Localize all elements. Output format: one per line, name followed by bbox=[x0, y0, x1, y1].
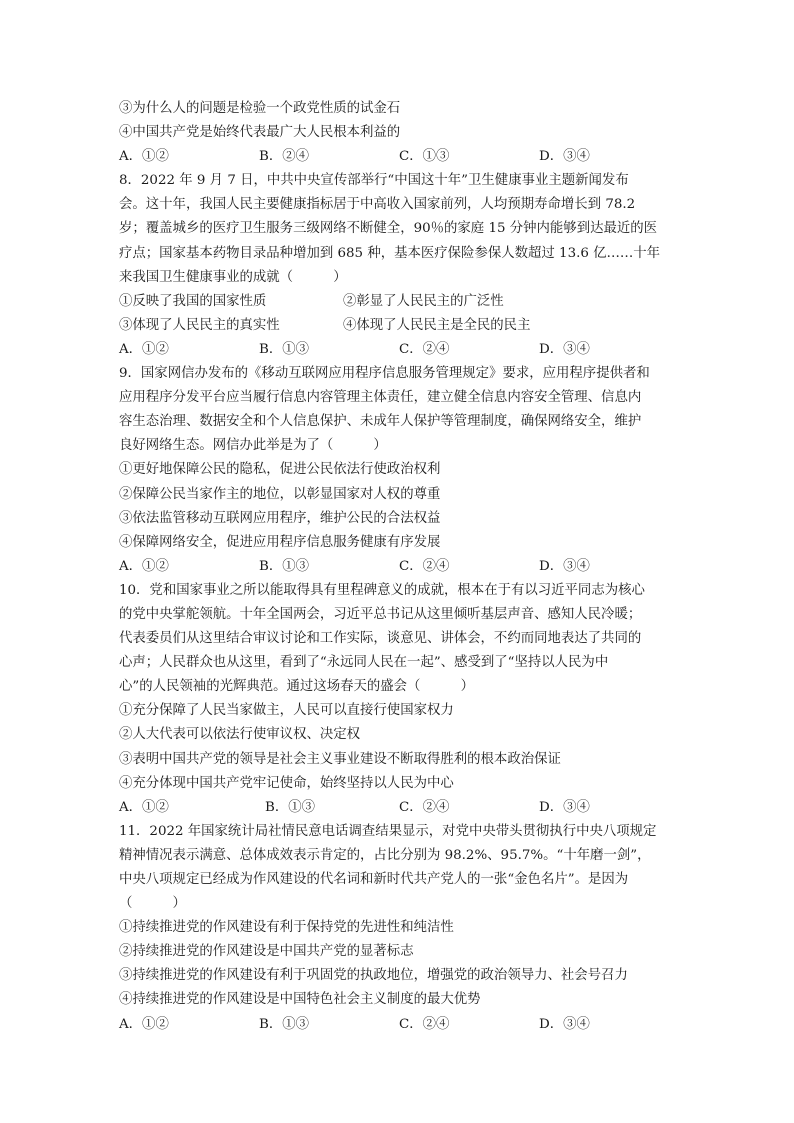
q8-statement-1: ①反映了我国的国家性质 bbox=[119, 293, 267, 309]
q10-option-c[interactable]: C．②④ bbox=[399, 799, 450, 815]
q10-option-d[interactable]: D．③④ bbox=[539, 799, 590, 815]
q7-option-d[interactable]: D．③④ bbox=[539, 149, 590, 165]
q11-option-d[interactable]: D．③④ bbox=[539, 1016, 590, 1032]
q11-stem-line: 11．2022 年国家统计局社情民意电话调查结果显示，对党中央带头贯彻执行中央八项规定 bbox=[119, 823, 657, 839]
q7-statement-4: ④中国共产党是始终代表最广大人民根本利益的 bbox=[119, 125, 401, 141]
q11-statement-1: ①持续推进党的作风建设有利于保持党的先进性和纯洁性 bbox=[119, 920, 454, 936]
q9-option-b[interactable]: B．①③ bbox=[259, 558, 310, 574]
q9-option-d[interactable]: D．③④ bbox=[539, 558, 590, 574]
q11-option-c[interactable]: C．②④ bbox=[399, 1016, 450, 1032]
q8-option-c[interactable]: C．②④ bbox=[399, 341, 450, 357]
q8-stem-line: 岁；覆盖城乡的医疗卫生服务三级网络不断健全，90％的家庭 15 分钟内能够到达最近的医 bbox=[119, 221, 658, 237]
q7-option-b[interactable]: B．②④ bbox=[259, 149, 310, 165]
q8-stem-line: 会。这十年，我国人民主要健康指标居于中高收入国家前列，人均预期寿命增长到 78.2 bbox=[119, 197, 636, 213]
q7-option-a[interactable]: A．①② bbox=[119, 149, 169, 165]
q11-stem-line: 精神情况表示满意、总体成效表示肯定的，占比分别为 98.2%、95.7%。“十年磨一剑”， bbox=[119, 847, 651, 863]
q9-stem-line: 应用程序分发平台应当履行信息内容管理主体责任，建立健全信息内容安全管理、信息内 bbox=[119, 390, 642, 406]
q11-stem-line: （ ） bbox=[119, 896, 186, 912]
q10-statement-3: ③表明中国共产党的领导是社会主义事业建设不断取得胜利的根本政治保证 bbox=[119, 751, 561, 767]
q7-options bbox=[119, 145, 679, 169]
q10-stem-line: 代表委员们从这里结合审议讨论和工作实际，谈意见、讲体会，不约而同地表达了共同的 bbox=[119, 631, 642, 647]
q11-statement-2: ②持续推进党的作风建设是中国共产党的显著标志 bbox=[119, 944, 414, 960]
q9-stem-line: 良好网络生态。网信办此举是为了（ ） bbox=[119, 438, 387, 454]
q8-option-a[interactable]: A．①② bbox=[119, 341, 169, 357]
q11-option-a[interactable]: A．①② bbox=[119, 1016, 169, 1032]
q9-statement-1: ①更好地保障公民的隐私，促进公民依法行使政治权利 bbox=[119, 462, 441, 478]
q9-stem-line: 容生态治理、数据安全和个人信息保护、未成年人保护等管理制度，确保网络安全，维护 bbox=[119, 414, 642, 430]
q9-statement-3: ③依法监管移动互联网应用程序，维护公民的合法权益 bbox=[119, 510, 441, 526]
q9-statement-4: ④保障网络安全，促进应用程序信息服务健康有序发展 bbox=[119, 534, 441, 550]
q7-statement-3: ③为什么人的问题是检验一个政党性质的试金石 bbox=[119, 101, 401, 116]
q10-statement-2: ②人大代表可以依法行使审议权、决定权 bbox=[119, 727, 361, 743]
q9-option-c[interactable]: C．②④ bbox=[399, 558, 450, 574]
q8-stem-line: 8．2022 年 9 月 7 日，中共中央宣传部举行“中国这十年”卫生健康事业主题新闻发布 bbox=[119, 173, 629, 189]
q10-statement-1: ①充分保障了人民当家做主，人民可以直接行使国家权力 bbox=[119, 703, 454, 719]
q11-stem-line: 中央八项规定已经成为作风建设的代名词和新时代共产党人的一张“金色名片”。是因为 bbox=[119, 872, 629, 887]
q11-statement-3: ③持续推进党的作风建设有利于巩固党的执政地位，增强党的政治领导力、社会号召力 bbox=[119, 968, 628, 984]
q10-stem-line: 心声；人民群众也从这里，看到了“永远同人民在一起”、感受到了“坚持以人民为中 bbox=[119, 655, 609, 671]
q8-option-b[interactable]: B．①③ bbox=[259, 341, 310, 357]
q10-option-b[interactable]: B．①③ bbox=[265, 799, 316, 815]
q9-stem-line: 9．国家网信办发布的《移动互联网应用程序信息服务管理规定》要求，应用程序提供者和 bbox=[119, 366, 650, 382]
q8-option-d[interactable]: D．③④ bbox=[539, 341, 590, 357]
q7-option-c[interactable]: C．①③ bbox=[399, 149, 450, 165]
q8-statements-row-2 bbox=[119, 314, 679, 338]
q8-stem-line: 疗点；国家基本药物目录品种增加到 685 种，基本医疗保险参保人数超过 13.6 亿……十年 bbox=[119, 245, 661, 261]
q11-statement-4: ④持续推进党的作风建设是中国特色社会主义制度的最大优势 bbox=[119, 992, 481, 1008]
q11-options bbox=[119, 1013, 679, 1037]
q8-statement-2: ②彰显了人民民主的广泛性 bbox=[343, 293, 504, 309]
q9-options bbox=[119, 555, 679, 579]
exam-content bbox=[119, 97, 679, 1037]
q8-options bbox=[119, 338, 679, 362]
q10-stem-line: 10．党和国家事业之所以能取得具有里程碑意义的成就，根本在于有以习近平同志为核心 bbox=[119, 582, 645, 598]
q10-stem-line: 的党中央掌舵领航。十年全国两会，习近平总书记从这里倾听基层声音、感知人民冷暖； bbox=[119, 606, 642, 622]
q8-stem-line: 来我国卫生健康事业的成就（ ） bbox=[119, 269, 347, 285]
q8-statements-row-1 bbox=[119, 290, 679, 314]
q9-option-a[interactable]: A．①② bbox=[119, 558, 169, 574]
q10-option-a[interactable]: A．①② bbox=[119, 799, 169, 815]
q10-statement-4: ④充分体现中国共产党牢记使命，始终坚持以人民为中心 bbox=[119, 775, 454, 791]
q9-statement-2: ②保障公民当家作主的地位，以彰显国家对人权的尊重 bbox=[119, 486, 441, 502]
q11-option-b[interactable]: B．①③ bbox=[259, 1016, 310, 1032]
q10-options bbox=[119, 796, 679, 820]
q10-stem-line: 心”的人民领袖的光辉典范。通过这场春天的盛会（ ） bbox=[119, 679, 474, 695]
q8-statement-3: ③体现了人民民主的真实性 bbox=[119, 317, 280, 333]
q8-statement-4: ④体现了人民民主是全民的民主 bbox=[343, 317, 531, 333]
